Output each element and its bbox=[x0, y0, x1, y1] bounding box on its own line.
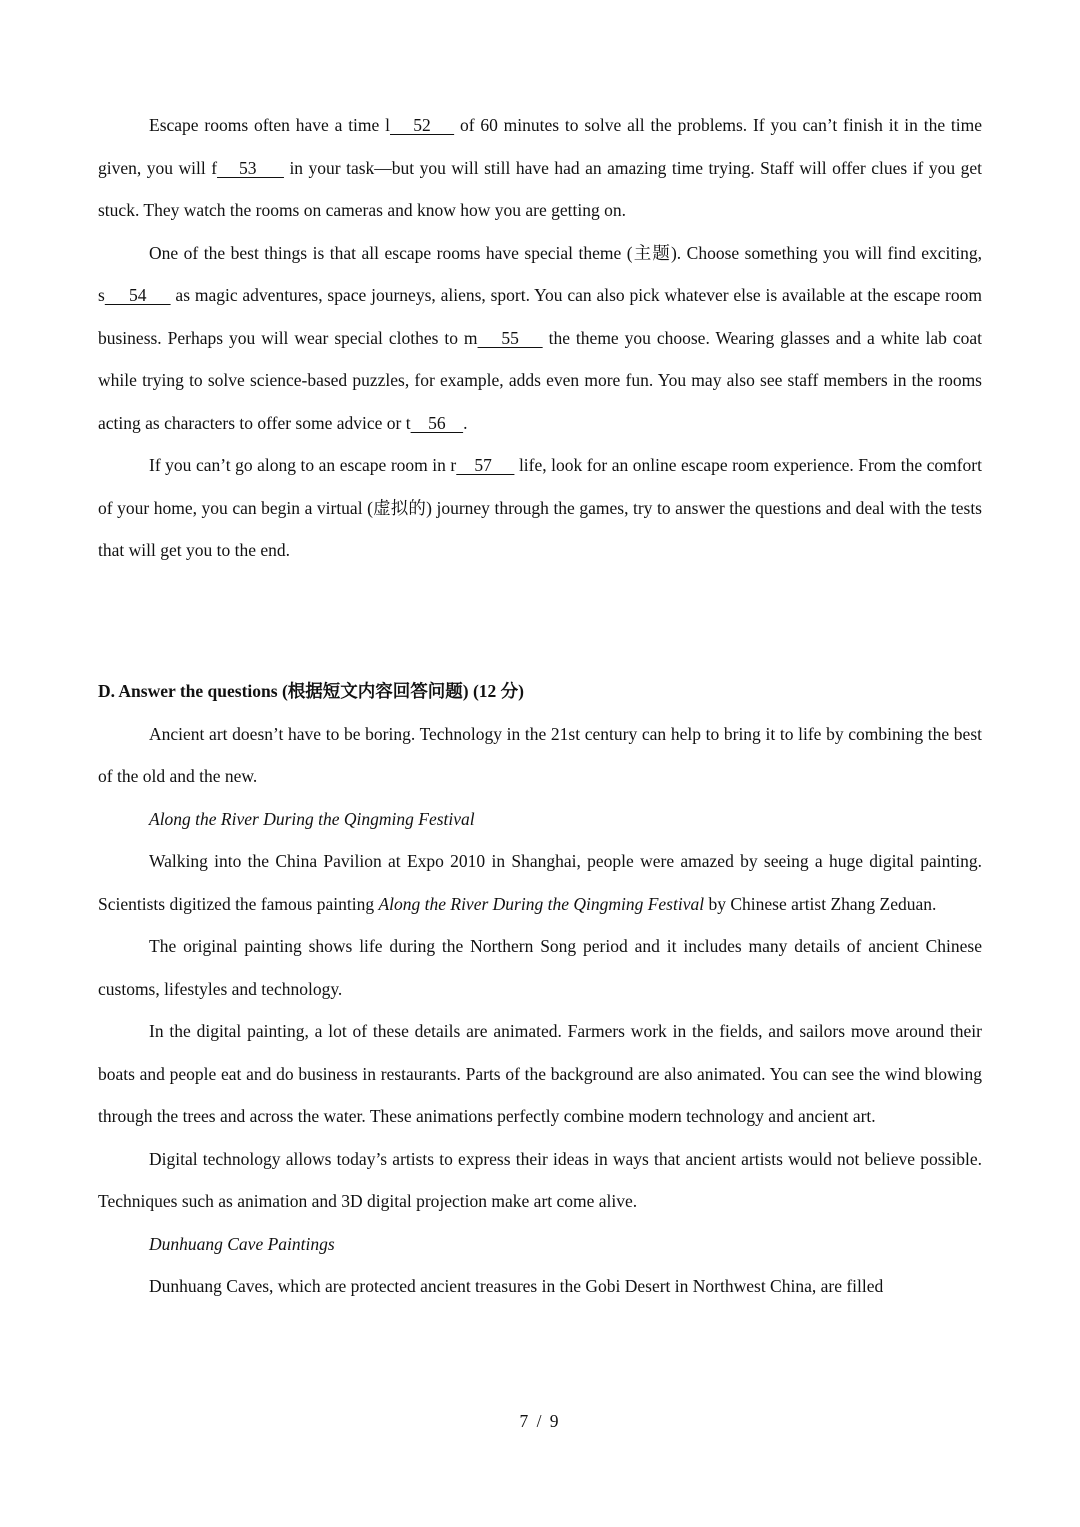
paragraph-technology: Digital technology allows today’s artists to express their ideas in ways that ancient artists would not believe possible. Techniques such as animation and 3D digital projection make art come alive. bbox=[98, 1148, 982, 1211]
blank-52: 52 bbox=[390, 115, 455, 135]
paragraph-original: The original painting shows life during the Northern Song period and it includes many details of ancient Chinese customs, lifestyles and technology. bbox=[98, 936, 982, 999]
section-c-passage bbox=[98, 104, 982, 572]
subtitle-qingming: Along the River During the Qingming Festival bbox=[149, 808, 475, 829]
blank-57: 57 bbox=[456, 455, 515, 475]
blank-55: 55 bbox=[477, 327, 543, 348]
paragraph-dunhuang: Dunhuang Caves, which are protected ancient treasures in the Gobi Desert in Northwest China, are filled bbox=[149, 1276, 884, 1296]
paragraph-digital: In the digital painting, a lot of these details are animated. Farmers work in the fields, and sailors move around their boats and people eat and do business in restaurants. Parts of the background are also animated. You can see the wind blowing through the trees and across the water. These animations perfectly combine modern technology and ancient art. bbox=[98, 1021, 982, 1126]
blank-53: 53 bbox=[217, 157, 284, 178]
paragraph-expo: Walking into the China Pavilion at Expo 2010 in Shanghai, people were amazed by seeing a huge digital painting. Scientists digitized the famous painting Along the River During the Qingming Festival by Chinese artist Zhang Zeduan. bbox=[98, 851, 982, 914]
paragraph-theme: One of the best things is that all escape rooms have special theme (主题). Choose something you will find exciting, s 54 as magic adventures, space journeys, aliens, sport. You can also pick whatever else is available at the escape room business. Perhaps you will wear special clothes to m 55 the theme you choose. Wearing glasses and a white lab coat while trying to solve science-based puzzles, for example, adds even more fun. You may also see staff members in the rooms acting as characters to offer some advice or t 56 . bbox=[98, 242, 983, 433]
section-d bbox=[98, 670, 982, 1308]
paragraph-online: If you can’t go along to an escape room in r 57 life, look for an online escape room experience. From the comfort of your home, you can begin a virtual (虚拟的) journey through the games, try to answer the questions and deal with the tests that will get you to the end. bbox=[98, 455, 983, 560]
page-number: 7 / 9 bbox=[519, 1411, 561, 1431]
section-d-heading: D. Answer the questions (根据短文内容回答问题) (12 分) bbox=[98, 681, 524, 701]
blank-56: 56 bbox=[410, 412, 464, 433]
paragraph-intro: Ancient art doesn’t have to be boring. Technology in the 21st century can help to bring it to life by combining the best of the old and the new. bbox=[98, 723, 982, 786]
painting-title: Along the River During the Qingming Festival bbox=[378, 893, 705, 914]
paragraph-time-limit: Escape rooms often have a time l 52 of 60 minutes to solve all the problems. If you can’t finish it in the time given, you will f 53 in your task—but you will still have had an amazing time trying. Staff will offer clues if you get stuck. They watch the rooms on cameras and know how you are getting on. bbox=[98, 115, 983, 220]
blank-54: 54 bbox=[104, 285, 171, 305]
subtitle-dunhuang: Dunhuang Cave Paintings bbox=[149, 1233, 335, 1254]
